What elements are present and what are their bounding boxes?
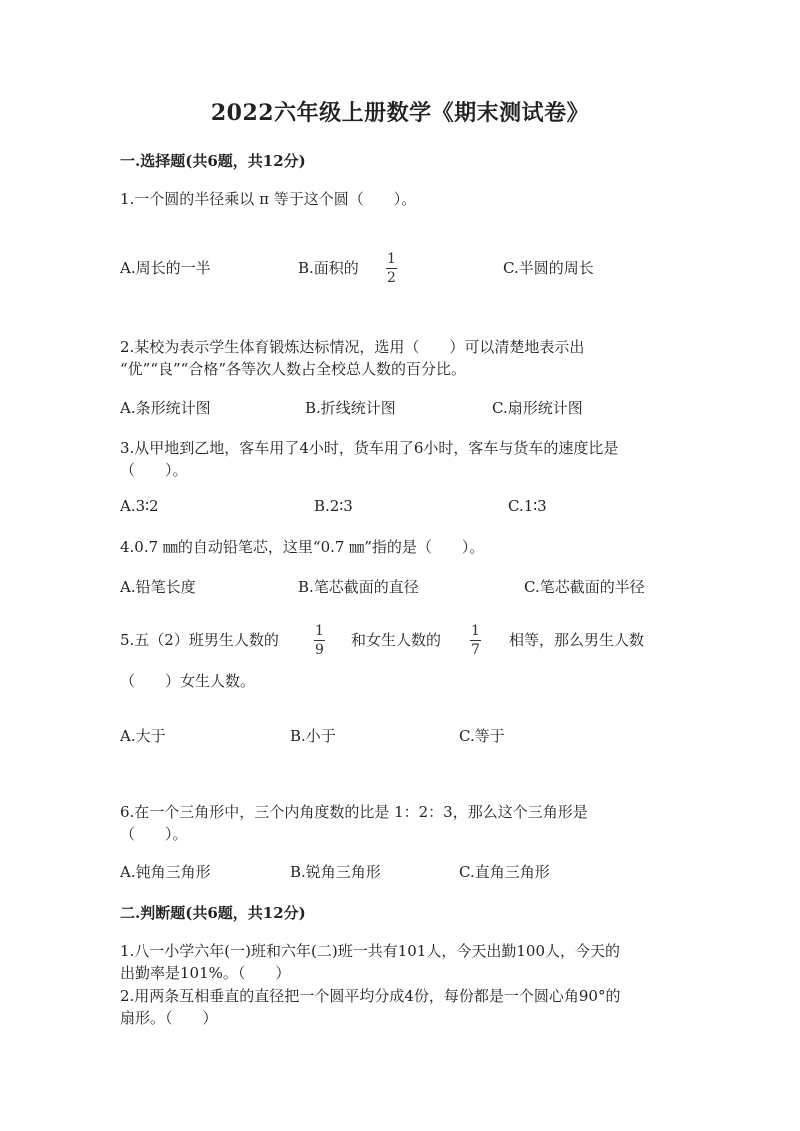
question-5-part-1: 5.五（2）班男生人数的	[120, 631, 279, 649]
page-title: 2022六年级上册数学《期末测试卷》	[210, 100, 590, 126]
judgment-2-line-2: 扇形。（ ）	[120, 1009, 218, 1027]
question-1-option-b-fraction	[386, 252, 397, 286]
question-5-part-2: 和女生人数的	[351, 631, 442, 649]
question-6-line-1: 6.在一个三角形中，三个内角度数的比是 1：2：3，那么这个三角形是	[120, 803, 588, 821]
question-6-option-a: A.钝角三角形	[120, 863, 211, 881]
question-5-option-b: B.小于	[290, 727, 336, 745]
question-5-part-3: 相等，那么男生人数	[509, 631, 645, 649]
question-3-line-1: 3.从甲地到乙地，客车用了4小时，货车用了6小时，客车与货车的速度比是	[120, 439, 619, 457]
question-5-line-2: （ ）女生人数。	[120, 672, 256, 690]
judgment-2-line-1: 2.用两条互相垂直的直径把一个圆平均分成4份，每份都是一个圆心角90°的	[120, 987, 621, 1005]
question-1-option-a: A.周长的一半	[120, 259, 211, 277]
question-4-option-a: A.铅笔长度	[120, 578, 196, 596]
question-3-option-a: A.3∶2	[120, 497, 159, 515]
fraction-bar	[386, 268, 397, 269]
fraction-numerator: 1	[471, 623, 480, 639]
judgment-1-line-1: 1.八一小学六年(一)班和六年(二)班一共有101人，今天出勤100人，今天的	[120, 942, 620, 960]
fraction-bar	[470, 640, 481, 641]
question-4-option-c: C.笔芯截面的半径	[524, 578, 645, 596]
question-1-text: 1.一个圆的半径乘以 π 等于这个圆（ ）。	[120, 190, 417, 208]
question-3-line-2: （ ）。	[120, 461, 188, 479]
question-3-option-c: C.1∶3	[508, 497, 547, 515]
question-5-option-a: A.大于	[120, 727, 166, 745]
fraction-denominator: 7	[471, 642, 480, 658]
fraction-bar	[314, 640, 325, 641]
question-4-option-b: B.笔芯截面的直径	[298, 578, 419, 596]
question-6-line-2: （ ）。	[120, 825, 188, 843]
question-2-line-2: “优”“良”“合格”各等次人数占全校总人数的百分比。	[120, 360, 467, 378]
question-2-option-a: A.条形统计图	[120, 399, 211, 417]
question-5-fraction-2	[470, 624, 481, 658]
question-6-option-c: C.直角三角形	[459, 863, 550, 881]
fraction-numerator: 1	[315, 623, 324, 639]
question-2-option-c: C.扇形统计图	[492, 399, 583, 417]
fraction-denominator: 9	[315, 642, 324, 658]
judgment-1-line-2: 出勤率是101%。（ ）	[120, 964, 291, 982]
question-2-line-1: 2.某校为表示学生体育锻炼达标情况，选用（ ）可以清楚地表示出	[120, 338, 585, 356]
question-4-text: 4.0.7 ㎜的自动铅笔芯，这里“0.7 ㎜”指的是（ ）。	[120, 538, 485, 556]
fraction-denominator: 2	[387, 270, 396, 286]
question-5-fraction-1	[314, 624, 325, 658]
question-1-option-c: C.半圆的周长	[503, 259, 594, 277]
fraction-numerator: 1	[387, 251, 396, 267]
question-1-option-b: B.面积的	[298, 259, 359, 277]
question-5-option-c: C.等于	[459, 727, 505, 745]
section-heading-choice: 一.选择题(共6题，共12分)	[120, 152, 306, 170]
section-heading-judgment: 二.判断题(共6题，共12分)	[120, 904, 306, 922]
question-2-option-b: B.折线统计图	[305, 399, 396, 417]
question-3-option-b: B.2∶3	[314, 497, 353, 515]
question-6-option-b: B.锐角三角形	[290, 863, 381, 881]
